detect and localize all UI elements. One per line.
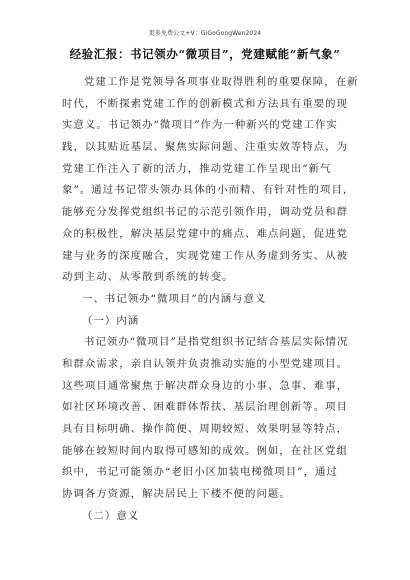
paragraph-line: 象”。通过书记带头领办具体的小而精、有针对性的项目， <box>62 184 355 197</box>
paragraph-line: 这些项目通常聚焦于解决群众身边的小事、急事、难事， <box>62 379 349 392</box>
paragraph-line: 动到主动、从零散到系统的转变。 <box>62 271 234 284</box>
paragraph-line: 如社区环境改善、困难群体帮扶、基层治理创新等。项目 <box>62 401 349 414</box>
subsection-heading: （一）内涵 <box>82 314 140 327</box>
document-title: 经验汇报：书记领办“微项目”，党建赋能“新气象” <box>69 47 341 61</box>
paragraph-line: 时代，不断探索党建工作的创新模式和方法具有重要的现 <box>62 97 349 110</box>
paragraph-line: 能够充分发挥党组织书记的示范引领作用，调动党员和群 <box>62 206 349 219</box>
paragraph-line: 能够在较短时间内取得可感知的成效。例如，在社区党组 <box>62 444 349 457</box>
paragraph-line: 织中，书记可能领办“老旧小区加装电梯微项目”，通过 <box>62 466 338 479</box>
paragraph-line: 党建工作注入了新的活力，推动党建工作呈现出“新气 <box>62 162 332 175</box>
paragraph-line: 和群众需求，亲自认领并负责推动实施的小型党建项目。 <box>62 357 349 370</box>
paragraph-line: 党建工作是党领导各项事业取得胜利的重要保障，在新 <box>84 76 359 88</box>
paragraph-line: 具有目标明确、操作简便、周期较短、效果明显等特点， <box>62 423 349 435</box>
document-body <box>62 72 359 527</box>
paragraph-line: 书记领办“微项目”是指党组织书记结合基层实际情况 <box>84 336 349 349</box>
paragraph-line: 实意义。书记领办“微项目”作为一种新兴的党建工作实 <box>62 119 338 132</box>
header-note: 更多免费公文+V：GiGoGongWen2024 <box>148 30 262 37</box>
paragraph-line: 践，以其贴近基层、聚焦实际问题、注重实效等特点，为 <box>62 141 349 154</box>
paragraph-line: 众的积极性，解决基层党建中的痛点、难点问题，促进党 <box>62 227 349 240</box>
subsection-heading: （二）意义 <box>82 509 140 522</box>
paragraph-line: 协调各方资源，解决居民上下楼不便的问题。 <box>62 488 291 501</box>
section-heading: 一、书记领办“微项目”的内涵与意义 <box>82 292 267 305</box>
paragraph-line: 建与业务的深度融合，实现党建工作从务虚到务实、从被 <box>62 249 349 262</box>
